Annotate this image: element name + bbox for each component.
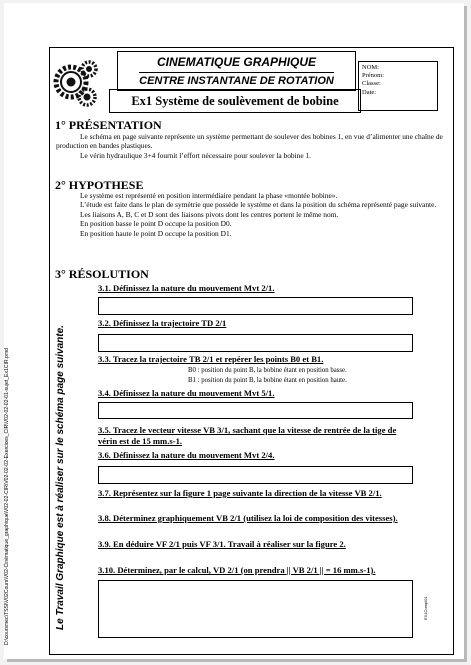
answer-box-3-1[interactable] bbox=[98, 297, 413, 315]
file-path-vertical: D:\coursmec\TSSI\V02Cours\V02-Cinématique_graphique\V02-02-CIR\V02-02-02-Exercices_CIR\V02-02-02-01-sujet_Ex1CIR.pmd bbox=[4, 348, 10, 645]
prenom-label: Prénom: bbox=[362, 72, 385, 80]
section-presentation-title: 1° PRÉSENTATION bbox=[55, 118, 162, 132]
answer-box-3-2[interactable] bbox=[98, 334, 413, 352]
hypothese-paragraph-4: En position basse le point D occupe la position D0. bbox=[80, 219, 232, 229]
main-title: CINEMATIQUE GRAPHIQUE bbox=[156, 55, 317, 69]
date-label: Date: bbox=[362, 88, 377, 96]
hypothese-paragraph-5: En position haute le point D occupe la position D1. bbox=[80, 228, 232, 238]
question-3-6: 3.6. Définissez la nature du mouvement Mvt 2/4. bbox=[98, 450, 275, 460]
section-hypothese-title: 2° HYPOTHESE bbox=[55, 178, 144, 192]
identity-box bbox=[358, 61, 438, 111]
question-3-1: 3.1. Définissez la nature du mouvement Mvt 2/1. bbox=[98, 283, 275, 293]
question-3-9: 3.9. En déduire VF 2/1 puis VF 3/1. Travail à réaliser sur la figure 2. bbox=[98, 539, 346, 549]
question-3-2: 3.2. Définissez la trajectoire TD 2/1 bbox=[98, 318, 227, 328]
question-3-10: 3.10. Déterminez, par le calcul, VD 2/1 (on prendra || VB 2/1 || = 16 mm.s-1). bbox=[98, 565, 376, 575]
section-presentation-text bbox=[56, 132, 444, 160]
graphic-work-note: Le Travail Graphique est à réaliser sur le schéma page suivante. bbox=[55, 325, 66, 630]
subtitle: CENTRE INSTANTANE DE ROTATION bbox=[139, 72, 334, 88]
section-hypothese-text bbox=[56, 191, 444, 238]
title-box bbox=[117, 51, 356, 91]
gears-icon bbox=[47, 57, 101, 111]
question-3-4: 3.4. Définissez la nature du mouvement Mvt 5/1. bbox=[98, 388, 275, 398]
note-b0: B0 : position du point B, la bobine étant en position basse. bbox=[188, 367, 347, 374]
hypothese-paragraph-1: Le système est représenté en position intermédiaire pendant la phase «montée bobine». bbox=[80, 191, 338, 200]
hypothese-paragraph-2: L’étude est faite dans le plan de symétrie que possède le système et dans la position du schéma représenté page suivante. bbox=[80, 200, 437, 210]
section-resolution-title: 3° RÉSOLUTION bbox=[55, 267, 149, 281]
answer-box-3-4[interactable] bbox=[98, 402, 413, 419]
classe-label: Classe: bbox=[362, 80, 381, 88]
footer-code: EX1Compl01 bbox=[423, 596, 428, 620]
note-b1: B1 : position du point B, la bobine étant en position haute. bbox=[188, 377, 347, 384]
answer-box-3-10[interactable] bbox=[98, 580, 413, 638]
question-3-5-line-1: 3.5. Tracez le vecteur vitesse VB 3/1, sachant que la vitesse de rentrée de la tige de bbox=[98, 425, 397, 435]
nom-label: NOM: bbox=[362, 64, 379, 71]
hypothese-paragraph-3: Les liaisons A, B, C et D sont des liaisons pivots dont les centres portent le même nom. bbox=[80, 209, 339, 219]
question-3-7: 3.7. Représentez sur la figure 1 page suivante la direction de la vitesse VB 2/1. bbox=[98, 488, 382, 498]
answer-box-3-6[interactable] bbox=[98, 466, 413, 484]
question-3-5-line-2: vérin est de 15 mm.s-1. bbox=[98, 436, 183, 446]
exercise-title: Ex1 Système de soulèvement de bobine bbox=[109, 89, 361, 113]
presentation-paragraph-1: Le schéma en page suivante représente un système permettant de soulever des bobines 1, en vue d’alimenter une chaîne de production en bandes plastiques. bbox=[56, 132, 443, 151]
question-3-3: 3.3. Tracez la trajectoire TB 2/1 et repérer les points B0 et B1. bbox=[98, 354, 324, 364]
question-3-8: 3.8. Déterminez graphiquement VB 2/1 (utilisez la loi de composition des vitesses). bbox=[98, 513, 398, 523]
presentation-paragraph-2: Le vérin hydraulique 3+4 fournit l’effort nécessaire pour soulever la bobine 1. bbox=[80, 150, 312, 160]
